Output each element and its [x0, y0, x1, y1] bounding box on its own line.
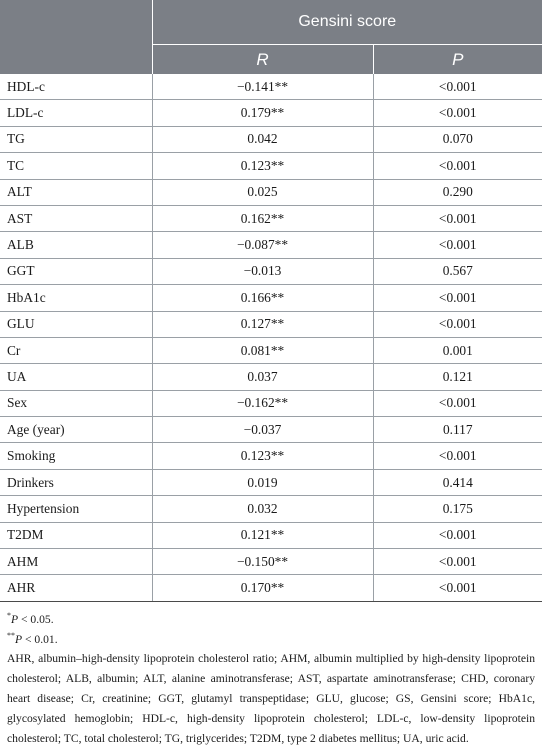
r-value-cell: −0.150**: [152, 549, 373, 575]
table-row: [0, 469, 542, 495]
p-value-cell: <0.001: [373, 285, 542, 311]
footnote-p-symbol: P: [15, 632, 23, 646]
variable-cell: AST: [0, 205, 152, 231]
footnote-significance-001: [7, 630, 535, 650]
p-value-cell: 0.175: [373, 496, 542, 522]
variable-cell: T2DM: [0, 522, 152, 548]
r-value-cell: 0.121**: [152, 522, 373, 548]
p-value-cell: 0.414: [373, 469, 542, 495]
variable-cell: AHR: [0, 575, 152, 601]
r-value-cell: 0.170**: [152, 575, 373, 601]
r-value-cell: 0.025: [152, 179, 373, 205]
p-value-cell: <0.001: [373, 74, 542, 100]
p-column-header: P: [373, 45, 542, 75]
table-row: [0, 74, 542, 100]
variable-cell: HbA1c: [0, 285, 152, 311]
r-value-cell: −0.141**: [152, 74, 373, 100]
gensini-score-header: Gensini score: [152, 0, 542, 45]
header-corner-cell: [0, 0, 152, 74]
r-value-cell: −0.162**: [152, 390, 373, 416]
p-value-cell: <0.001: [373, 549, 542, 575]
p-value-cell: <0.001: [373, 575, 542, 601]
table-row: [0, 100, 542, 126]
r-value-cell: 0.081**: [152, 337, 373, 363]
variable-cell: Drinkers: [0, 469, 152, 495]
r-value-cell: 0.019: [152, 469, 373, 495]
p-value-cell: 0.001: [373, 337, 542, 363]
p-value-cell: 0.070: [373, 126, 542, 152]
table-row: [0, 390, 542, 416]
table-row: [0, 126, 542, 152]
r-value-cell: 0.042: [152, 126, 373, 152]
table-row: [0, 337, 542, 363]
variable-cell: Cr: [0, 337, 152, 363]
p-value-cell: 0.117: [373, 417, 542, 443]
variable-cell: Sex: [0, 390, 152, 416]
p-value-cell: <0.001: [373, 232, 542, 258]
table-body: [0, 74, 542, 601]
variable-cell: TG: [0, 126, 152, 152]
r-value-cell: 0.032: [152, 496, 373, 522]
table-row: [0, 575, 542, 601]
table-row: [0, 443, 542, 469]
p-value-cell: <0.001: [373, 153, 542, 179]
p-value-cell: <0.001: [373, 205, 542, 231]
variable-cell: TC: [0, 153, 152, 179]
variable-cell: ALT: [0, 179, 152, 205]
variable-cell: ALB: [0, 232, 152, 258]
r-column-header: R: [152, 45, 373, 75]
p-value-cell: 0.290: [373, 179, 542, 205]
variable-cell: Age (year): [0, 417, 152, 443]
variable-cell: LDL-c: [0, 100, 152, 126]
r-value-cell: 0.166**: [152, 285, 373, 311]
p-value-cell: 0.567: [373, 258, 542, 284]
table-footnotes: [0, 610, 542, 748]
r-value-cell: 0.037: [152, 364, 373, 390]
table-row: [0, 496, 542, 522]
r-value-cell: 0.123**: [152, 443, 373, 469]
table-row: [0, 417, 542, 443]
p-value-cell: 0.121: [373, 364, 542, 390]
footnote-p-symbol: P: [11, 612, 19, 626]
variable-cell: GLU: [0, 311, 152, 337]
p-value-cell: <0.001: [373, 522, 542, 548]
variable-cell: UA: [0, 364, 152, 390]
table-row: [0, 549, 542, 575]
table-row: [0, 205, 542, 231]
r-value-cell: −0.013: [152, 258, 373, 284]
table-header: [0, 0, 542, 74]
table-row: [0, 311, 542, 337]
footnote-mark: *: [7, 610, 11, 620]
table-row: [0, 364, 542, 390]
table-row: [0, 522, 542, 548]
p-value-cell: <0.001: [373, 100, 542, 126]
variable-cell: HDL-c: [7, 78, 45, 94]
r-value-cell: 0.127**: [152, 311, 373, 337]
footnote-text: < 0.01.: [22, 632, 58, 646]
p-value-cell: <0.001: [373, 390, 542, 416]
variable-cell: Smoking: [0, 443, 152, 469]
r-value-cell: 0.179**: [152, 100, 373, 126]
p-value-cell: <0.001: [373, 311, 542, 337]
p-value-cell: <0.001: [373, 443, 542, 469]
r-value-cell: −0.087**: [152, 232, 373, 258]
table-row: [0, 179, 542, 205]
footnote-significance-005: [7, 610, 535, 630]
r-value-cell: 0.162**: [152, 205, 373, 231]
footnote-mark: **: [7, 630, 15, 640]
table-row: [0, 153, 542, 179]
footnote-text: < 0.05.: [18, 612, 54, 626]
variable-cell: Hypertension: [0, 496, 152, 522]
abbreviation-definitions: AHR, albumin–high-density lipoprotein cholesterol ratio; AHM, albumin multiplied by high-density lipoprotein cholesterol; ALB, albumin; ALT, alanine aminotransferase; AST, aspartate aminotransferase; CHD, coronary heart disease; Cr, creatinine; GGT, glutamyl transpeptidase; GLU, glucose; GS, Gensini score; HbA1c, glycosylated hemoglobin; HDL-c, high-density lipoprotein cholesterol; LDL-c, low-density lipoprotein cholesterol; TC, total cholesterol; TG, triglycerides; T2DM, type 2 diabetes mellitus; UA, uric acid.: [7, 652, 535, 745]
r-value-cell: 0.123**: [152, 153, 373, 179]
variable-cell: GGT: [0, 258, 152, 284]
table-row: [0, 232, 542, 258]
variable-cell: AHM: [0, 549, 152, 575]
table-row: [0, 285, 542, 311]
table-row: [0, 258, 542, 284]
r-value-cell: −0.037: [152, 417, 373, 443]
